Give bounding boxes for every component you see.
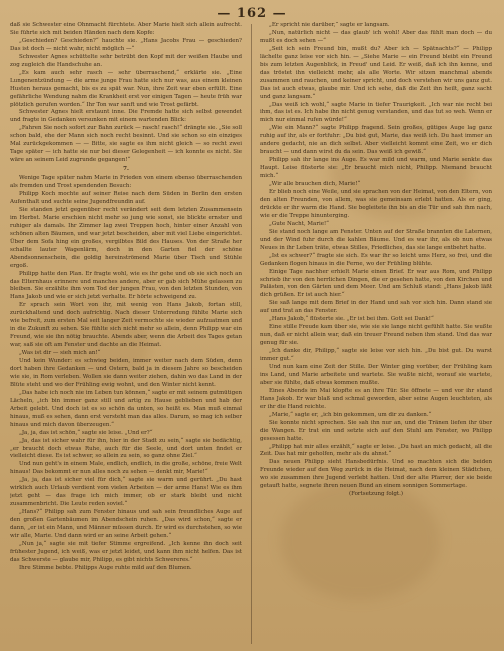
column-divider (251, 24, 252, 644)
paragraph: „Es kam auch sehr rasch — sehr überraschend,“ erklärte sie. „Eine Lungenentzündung — die arme junge Frau hatte sich nur was, aus einem kleinen Husten heraus gemacht, bis es zu spät war. Nun, ihre Zeit war eben erfüllt. Eine gefährliche Wendung nahm die Krankheit erst vor einigen Tagen — heute früh war plötzlich gerufen worden.“ Ihr Ton war sanft und wie Trost gefärbt. (10, 69, 242, 108)
paragraph: „Das habe ich noch nie im Leben tun können,“ sagte er mit seinem gutmütigen Lächeln, „ich bin immer ganz still und artig zu Hause geblieben und hab der Arbeit gelebt. Und doch ist es so schön da unten, so heißt es. Man muß einmal hinaus, muß es sehen, dann erst versteht man das alles. Darum, so mag ich selber hinaus und mich davon überzeugen.“ (10, 389, 242, 428)
paragraph: „Ist es schwer?“ fragte sie sich. Es war ihr so leicht ums Herz, so frei, und die Gedanken flogen hinaus in die Ferne, wo der Frühling blühte. (260, 252, 492, 267)
paragraph: „Hans?“ Philipp sah zum Fenster hinaus und sah sein freundliches Auge auf den großen Gartenbäumen im Abendschein ruhen. „Das wird schon,“ sagte er dann, „er ist ein Mann, und Männer müssen durch. Er wird es durchstehen, so wie wir alle, Marie. Und dann wird er an seine Arbeit gehen.“ (10, 509, 242, 539)
paragraph: Eine stille Freude kam über sie, wie sie sie lange nicht gefühlt hatte. Sie wußte nun, daß er nicht allein war, daß ein treuer Freund neben ihm stand. Und das war genug für sie. (260, 324, 492, 347)
paragraph: „Ja, ja, das ist schön,“ sagte sie leise. „Und er?“ (19, 429, 153, 436)
paragraph: „Wir alle brauchen dich, Marie!“ (269, 181, 361, 188)
paragraph: Sie stand noch lange am Fenster. Unten auf der Straße brannten die Laternen, und der Wind fuhr durch die kahlen Bäume. Und es war ihr, als ob nun etwas Neues in ihr Leben träte, etwas Stilles, Friedliches, das sie lange entbehrt hatte. (260, 228, 492, 251)
paragraph: „Was ist dir — sieh mich an!“ (19, 350, 101, 357)
paragraph: Philipp hatte den Plan. Er fragte wohl, wie es ihr gehe und ob sie sich noch an das Elternhaus erinnere und manches andere, aber er gab sich Mühe gelassen zu bleiben. Sie erzählte ihm vom Tod der jungen Frau, von den letzten Stunden, von Hans Jakob und wie er sich jetzt verhalte. Er hörte schweigend zu. (10, 270, 242, 301)
paragraph: „Nun, natürlich nicht — das glaub' ich wohl! Aber das fühlt man doch — du mußt es doch sehen —“ (260, 29, 492, 44)
paragraph: Und nun kam eine Zeit der Stille. Der Winter ging vorüber, der Frühling kam ins Land, und Marie arbeitete und wartete. Sie wußte nicht, worauf sie wartete, aber sie fühlte, daß etwas kommen mußte. (260, 363, 492, 386)
paragraph: „Ja, ja, das ist sicher viel für dich,“ sagte sie warm und gerührt. „Du hast wirklich auch Urlaub verdient vom vielen Arbeiten — der arme Hans! Wie es ihm jetzt geht — das frage ich mich immer, ob er stark bleibt und nicht zusammenbricht. Die Leute reden soviel.“ (10, 477, 242, 508)
chapter-number: 7. (123, 166, 129, 173)
paragraph: Und kein Wunder: es schwieg beiden, immer weiter nach dem Süden, denn dort haben ihre Gedanken — und Ostern, bald ja in diesem Jahre so bescheiden wie sie, in Rom verleben. Wollen sie dann weiter ziehen, dahin wo das Land in der Blüte steht und wo der Frühling ewig wohnt, und den Winter nicht kennt. (10, 358, 242, 388)
paragraph: Sie standen jetzt gegenüber recht verändert seit dem letzten Zusammensein im Herbst. Marie erschien nicht mehr so jung wie sonst, sie blickte ernster und ruhiger als damals. Ihr Zimmer lag zwei Treppen hoch, hinter einer Anzahl von schönen alten Bäumen, und war jetzt bescheiden, aber mit viel Liebe eingerichtet. Über dem Sofa hing ein großes, vergilbtes Bild des Hauses. Von der Straße her schallte lauter Wagenlärm, doch in den Garten fiel der schöne Abendsonnenschein, die goldig hereinströmend Marie über Tisch und Stühle ergoß. (10, 206, 242, 269)
page-number-header: — 162 — (217, 6, 287, 21)
continuation-note: (Fortsetzung folgt.) (348, 491, 404, 498)
paragraph: Philipp Koch mochte auf seiner Reise nach dem Süden in Berlin den ersten Aufenthalt und suchte seine Jugendfreundin auf. (10, 191, 242, 205)
right-column (260, 22, 492, 646)
paragraph: Ihre Stimme bebte. Philipps Auge ruhte mild auf den Blumen. (19, 564, 192, 571)
paragraph: „Philipp hat mir alles erzählt,“ sagte er leise. „Du hast an mich gedacht, all die Zeit. Das hat mir geholfen, mehr als du ahnst.“ (260, 443, 492, 458)
paragraph: Eines Abends im Mai klopfte es an ihre Tür. Sie öffnete — und vor ihr stand Hans Jakob. Er war blaß und schmal geworden, aber seine Augen leuchteten, als er ihr die Hand reichte. (260, 387, 492, 410)
paragraph: Das neuen Philipp sieht Hansbedürfnis. Und so machten sich die beiden Freunde wieder auf den Weg zurück in die Heimat, nach dem kleinen Städtchen, wo sie zusammen ihre Jugend verlebt hatten. Und der alte Pfarrer, der sie beide getauft hatte, segnete ihren neuen Bund an einem sonnigen Sommertage. (260, 459, 492, 490)
paragraph: „Ja, das ist sicher wahr für ihn, hier in der Stadt zu sein,“ sagte sie bedächtig, „er braucht doch etwas Ruhe, auch für die Seele, und dort unten findet er vielleicht diese. Es ist schwer, so allein zu sein, so ganz ohne Ziel.“ (10, 437, 242, 460)
paragraph: „Nun ja,“ sagte sie mit tiefer Stimme ergreifend. „Ich kenne ihn doch seit frühester Jugend, ich weiß, was er jetzt leidet, und kann ihm nicht helfen. Das ist das Schwerste — glaube mir, Philipp, es gibt nichts Schwereres.“ (10, 540, 242, 563)
paragraph: Sie saß lange mit dem Brief in der Hand und sah vor sich hin. Dann stand sie auf und trat an das Fenster. (260, 300, 492, 315)
paragraph: Und nun geht's in einem Male, endlich, endlich, in die große, schöne, freie Welt hinaus! Das bekommt er nun alles noch zu sehen — denkt mir, Marie!“ (10, 461, 242, 476)
paragraph: „Fahren Sie noch sofort zur Bahn zurück — rasch! rasch!“ drängte sie. „Sie soll schon bald, ehe der Mann sich noch recht besinnt. Und sie schon so ein einziges Mal zurückgekommen — — Bitte, sie sagte es ihm nicht gleich — so recht zwei Tage später — ich hatte sie nur bei dieser Gelegenheit — ich konnte es nicht. Sie wäre an seinem Leid zugrunde gegangen!“ (10, 125, 242, 164)
paragraph: „Das weiß ich wohl,“ sagte Marie in tiefer Traurigkeit. „Ich war nie recht bei ihm, das ist es. Ich habe ihn nicht genug verstanden, und das tut so weh. Wenn er mich nur einmal rufen würde!“ (260, 101, 492, 124)
paragraph: „Wie ein Mann?“ sagte Philipp fragend. Sein großes, gütiges Auge lag ganz ruhig auf ihr, als er fortfuhr: „Du bist gut, Marie, das weiß ich. Du hast immer an andere gedacht, nie an dich selbst. Aber vielleicht kommt eine Zeit, wo er dich braucht — und dann wirst du da sein. Das weiß ich gewiß.“ (260, 125, 492, 156)
paragraph: „Marie,“ sagte er, „ich bin gekommen, um dir zu danken.“ (269, 411, 432, 418)
paragraph: daß sie Schwester eine Ohnmacht fürchtete. Aber Marie hielt sich allein aufrecht. Sie führte sich mit beiden Händen nach dem Kopfe: (10, 22, 242, 36)
paragraph: Er sprach sein Wort von ihr, mit wenig von Hans Jakob, fortan still, zurückhaltend und doch aufrichtig. Nach dieser Unterredung fühlte Marie sich wie befreit, zum ersten Mal seit langer Zeit vermochte sie wieder aufzuatmen und in die Zukunft zu sehen. Sie fühlte sich nicht mehr so allein, denn Philipp war ein Freund, wie sie ihn nötig brauchte. Abends aber, wenn die Arbeit des Tages getan war, saß sie oft am Fenster und dachte an die Heimat. (10, 302, 242, 349)
paragraph: Wenige Tage später nahm Marie in Frieden von einem ebenso überraschenden als fremden und Trost spendenden Besuch: (10, 175, 242, 190)
paragraph: Er blieb noch eine Weile, und sie sprachen von der Heimat, von den Eltern, von den alten Freunden, von allem, was sie gemeinsam erlebt hatten. Als er ging, drückte er ihr warm die Hand. Sie begleitete ihn bis an die Tür und sah ihm nach, wie er die Treppe hinunterging. (260, 189, 492, 219)
paragraph: Schwester Agnes schüttelte sehr betrübt den Kopf mit der weißen Haube und zog zugleich die Handschuhe an. (10, 53, 242, 68)
left-column (10, 22, 242, 646)
paragraph: „Seit ich sein Freund bin, mußt du? Aber ich — Spätnachts?“ — Philipp lächelte ganz leise vor sich hin. — „Siehe Marie — ein Freund bleibt ein Freund bis zum letzten Augenblick, in Freud' und Leid. Er weiß, daß ich ihn kenne, und das tröstet ihn vielleicht mehr, als alle Worte. Wir sitzen manchmal abends zusammen und rauchen, und keiner spricht, und doch verstehen wir uns ganz gut. Das ist auch etwas, glaube mir. Und ich sehe, daß die Zeit ihn heilt, ganz sacht und ganz langsam.“ (260, 45, 492, 100)
paragraph: Philipp sah ihr lange ins Auge. Es war mild und warm, und Marie senkte das Haupt. Leise flüsterte sie: „Er braucht mich nicht, Philipp. Niemand braucht mich.“ (260, 157, 492, 180)
paragraph: „Ich danke dir, Philipp,“ sagte sie leise vor sich hin. „Du bist gut. Du warst immer gut.“ (260, 348, 492, 363)
paragraph: „Er spricht nie darüber,“ sagte er langsam. (269, 22, 390, 28)
paragraph: Einige Tage nachher erhielt Marie einen Brief. Er war aus Rom, und Philipp schrieb ihr von den herrlichen Dingen, die er gesehen hatte, von den Kirchen und Palästen, von den Gärten und dem Meer. Und am Schluß stand: „Hans Jakob läßt dich grüßen. Er ist auch hier.“ (260, 268, 492, 299)
paragraph: „Hans Jakob,“ flüsterte sie. „Er ist bei ihm. Gott sei Dank!“ (269, 316, 434, 323)
paragraph: Sie konnte nicht sprechen. Sie sah ihn nur an, und die Tränen liefen ihr über die Wangen. Er trat ein und setzte sich auf den Stuhl am Fenster, wo Philipp gesessen hatte. (260, 419, 492, 442)
paragraph: „Geschieden? Geschieden?“ hauchte sie. „Hans Jacobs Frau — geschieden? Das ist doch — nicht wahr, nicht möglich —“ (10, 37, 242, 52)
paragraph: Schwester Agnes hielt erstaunt inne. Die Fremde hatte sich selbst gewendet und fragte in Gedanken versunken mit einem wartenden Blick: (10, 109, 242, 124)
paragraph: „Gute Nacht, Marie!“ (269, 220, 329, 227)
